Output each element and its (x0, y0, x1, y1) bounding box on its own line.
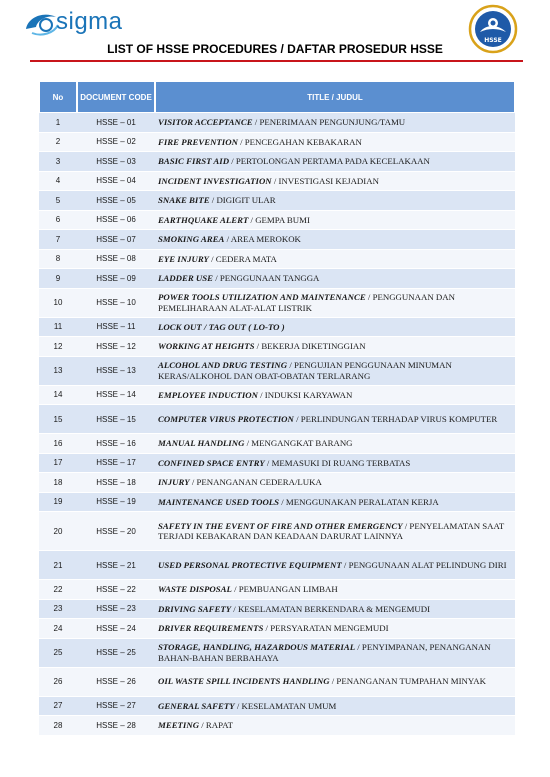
procedure-title-english: MEETING (158, 720, 200, 730)
title-separator: / (402, 520, 410, 531)
document-code: HSSE – 02 (77, 133, 155, 153)
procedure-title-english: WORKING AT HEIGHTS (158, 341, 255, 351)
document-code: HSSE – 22 (77, 580, 155, 600)
row-number: 19 (39, 493, 77, 513)
document-code: HSSE – 09 (77, 269, 155, 289)
table-row (39, 716, 515, 736)
procedure-title (155, 386, 515, 406)
row-number: 15 (39, 405, 77, 434)
procedure-title-indonesian: PENYELAMATAN SAAT TERJADI KEBAKARAN DAN KEADAAN DARURAT LAINNYA (158, 520, 505, 541)
title-separator: / (231, 584, 239, 594)
row-number: 12 (39, 337, 77, 357)
title-separator: / (237, 136, 245, 147)
title-separator: / (234, 700, 242, 711)
procedure-title-indonesian: KESELAMATAN BERKENDARA & MENGEMUDI (237, 603, 431, 614)
title-separator: / (209, 195, 217, 205)
row-number: 24 (39, 619, 77, 639)
document-code: HSSE – 10 (77, 289, 155, 318)
row-number: 28 (39, 716, 77, 736)
document-code: HSSE – 07 (77, 230, 155, 250)
table-row (39, 289, 515, 318)
row-number: 21 (39, 551, 77, 580)
procedure-title-english: DRIVER REQUIREMENTS (158, 623, 264, 633)
title-separator: / (199, 720, 206, 730)
column-header-no: No (39, 81, 77, 113)
document-code: HSSE – 16 (77, 434, 155, 454)
procedure-title-english: LOCK OUT / TAG OUT ( LO-TO ) (158, 321, 285, 332)
brand-logo-text: sigma (56, 8, 123, 35)
title-separator: / (254, 341, 262, 351)
document-code: HSSE – 28 (77, 716, 155, 736)
title-separator: / (341, 559, 349, 570)
procedure-title (155, 172, 515, 192)
procedure-title-english: USED PERSONAL PROTECTIVE EQUIPMENT (158, 559, 342, 570)
table-header-row (39, 81, 515, 113)
procedure-title-indonesian: INVESTIGASI KEJADIAN (278, 175, 379, 186)
procedure-title-english: INJURY (158, 477, 190, 487)
procedure-title (155, 318, 515, 338)
procedure-title-indonesian: PERLINDUNGAN TERHADAP VIRUS KOMPUTER (300, 413, 498, 424)
table-row (39, 639, 515, 668)
procedure-title-indonesian: PENGGUNAAN ALAT PELINDUNG DIRI (348, 559, 507, 570)
table-row (39, 318, 515, 338)
procedure-title-english: CONFINED SPACE ENTRY (158, 457, 265, 468)
title-separator: / (224, 234, 231, 244)
title-separator: / (244, 438, 252, 448)
procedure-title-indonesian: PENCEGAHAN KEBAKARAN (244, 136, 362, 147)
procedure-title-english: DRIVING SAFETY (158, 603, 232, 614)
document-code: HSSE – 25 (77, 639, 155, 668)
procedure-title-indonesian: GEMPA BUMI (255, 214, 310, 225)
document-code: HSSE – 19 (77, 493, 155, 513)
document-code: HSSE – 15 (77, 405, 155, 434)
procedure-title-english: EYE INJURY (158, 253, 209, 264)
table-row (39, 357, 515, 386)
procedure-title (155, 551, 515, 580)
procedure-title-english: INCIDENT INVESTIGATION (158, 175, 272, 186)
table-row (39, 172, 515, 192)
document-code: HSSE – 08 (77, 250, 155, 270)
procedure-title (155, 405, 515, 434)
table-row (39, 405, 515, 434)
title-separator: / (208, 253, 216, 264)
table-row (39, 191, 515, 211)
procedure-title-indonesian: BEKERJA DIKETINGGIAN (261, 341, 366, 351)
document-code: HSSE – 12 (77, 337, 155, 357)
document-code: HSSE – 21 (77, 551, 155, 580)
header-divider (30, 60, 523, 62)
table-row (39, 668, 515, 697)
procedure-title (155, 152, 515, 172)
procedure-title (155, 434, 515, 454)
table-row (39, 493, 515, 513)
procedure-title (155, 493, 515, 513)
procedure-title-english: SNAKE BITE (158, 195, 210, 205)
row-number: 18 (39, 473, 77, 493)
table-row (39, 697, 515, 717)
procedure-title (155, 639, 515, 668)
procedure-title-indonesian: INDUKSI KARYAWAN (264, 389, 353, 400)
table-row (39, 133, 515, 153)
table-body (39, 113, 515, 736)
procedure-title-english: MANUAL HANDLING (158, 438, 245, 448)
title-separator: / (231, 603, 238, 614)
document-title: LIST OF HSSE PROCEDURES / DAFTAR PROSEDUR HSSE (107, 42, 443, 56)
title-separator: / (271, 175, 279, 186)
procedure-title (155, 357, 515, 386)
title-separator: / (279, 496, 286, 507)
row-number: 2 (39, 133, 77, 153)
procedure-title (155, 250, 515, 270)
row-number: 6 (39, 211, 77, 231)
table-row (39, 434, 515, 454)
procedure-title (155, 230, 515, 250)
table-row (39, 454, 515, 474)
document-code: HSSE – 04 (77, 172, 155, 192)
procedure-title-english: FIRE PREVENTION (158, 136, 238, 147)
title-separator: / (329, 676, 337, 687)
page-header (0, 0, 550, 68)
procedure-title-indonesian: KESELAMATAN UMUM (241, 700, 337, 711)
procedure-title-indonesian: RAPAT (205, 720, 233, 730)
document-code: HSSE – 26 (77, 668, 155, 697)
column-header-title: TITLE / JUDUL (155, 81, 515, 113)
procedure-title-english: SMOKING AREA (158, 234, 225, 244)
row-number: 9 (39, 269, 77, 289)
procedure-title-english: SAFETY IN THE EVENT OF FIRE AND OTHER EMERGENCY (158, 520, 403, 531)
table-row (39, 619, 515, 639)
procedure-title-indonesian: AREA MEROKOK (230, 234, 301, 244)
document-code: HSSE – 06 (77, 211, 155, 231)
procedure-title-indonesian: PENGGUNAAN TANGGA (219, 273, 320, 283)
procedure-title-english: EARTHQUAKE ALERT (158, 214, 249, 225)
document-code: HSSE – 18 (77, 473, 155, 493)
procedure-title-english: COMPUTER VIRUS PROTECTION (158, 413, 294, 424)
procedure-title (155, 668, 515, 697)
title-separator: / (264, 457, 272, 468)
row-number: 22 (39, 580, 77, 600)
document-code: HSSE – 13 (77, 357, 155, 386)
document-code: HSSE – 27 (77, 697, 155, 717)
procedure-title-english: POWER TOOLS UTILIZATION AND MAINTENANCE (158, 292, 366, 302)
title-separator: / (355, 642, 362, 652)
procedure-title-indonesian: MENGANGKAT BARANG (251, 438, 353, 448)
procedure-title (155, 716, 515, 736)
procedures-table (39, 81, 515, 736)
row-number: 16 (39, 434, 77, 454)
procedure-title-indonesian: PENANGANAN TUMPAHAN MINYAK (336, 676, 486, 687)
title-separator: / (257, 389, 265, 400)
procedure-title (155, 269, 515, 289)
procedure-title-english: GENERAL SAFETY (158, 700, 235, 711)
procedure-title-indonesian: MEMASUKI DI RUANG TERBATAS (271, 457, 411, 468)
document-code: HSSE – 01 (77, 113, 155, 133)
row-number: 17 (39, 454, 77, 474)
table-row (39, 250, 515, 270)
procedure-title-indonesian: PENANGANAN CEDERA/LUKA (196, 477, 322, 487)
procedure-title (155, 289, 515, 318)
procedure-title (155, 113, 515, 133)
table-row (39, 386, 515, 406)
procedure-title-english: WASTE DISPOSAL (158, 584, 232, 594)
document-code: HSSE – 24 (77, 619, 155, 639)
document-code: HSSE – 17 (77, 454, 155, 474)
row-number: 1 (39, 113, 77, 133)
procedure-title (155, 619, 515, 639)
document-code: HSSE – 14 (77, 386, 155, 406)
procedure-title-indonesian: MENGGUNAKAN PERALATAN KERJA (285, 496, 439, 507)
row-number: 11 (39, 318, 77, 338)
procedure-title-indonesian: PERSYARATAN MENGEMUDI (270, 623, 389, 633)
procedure-title-english: LADDER USE (158, 273, 213, 283)
procedure-title (155, 600, 515, 620)
procedure-title-indonesian: PEMBUANGAN LIMBAH (238, 584, 338, 594)
row-number: 27 (39, 697, 77, 717)
row-number: 8 (39, 250, 77, 270)
column-header-document-code: DOCUMENT CODE (77, 81, 155, 113)
row-number: 7 (39, 230, 77, 250)
table-row (39, 337, 515, 357)
title-separator: / (293, 413, 301, 424)
procedure-title-indonesian: PENYIMPANAN, PENANGANAN BAHAN-BAHAN BERBAHAYA (158, 642, 491, 663)
row-number: 20 (39, 512, 77, 551)
procedure-title (155, 580, 515, 600)
procedure-title-english: STORAGE, HANDLING, HAZARDOUS MATERIAL (158, 642, 356, 652)
procedure-title (155, 697, 515, 717)
title-separator: / (248, 214, 256, 225)
procedure-title (155, 133, 515, 153)
row-number: 13 (39, 357, 77, 386)
row-number: 4 (39, 172, 77, 192)
procedure-title-indonesian: PERTOLONGAN PERTAMA PADA KECELAKAAN (235, 156, 430, 166)
row-number: 26 (39, 668, 77, 697)
row-number: 23 (39, 600, 77, 620)
table-row (39, 269, 515, 289)
procedure-title-indonesian: PENGGUNAAN DAN PEMELIHARAAN ALAT-ALAT LISTRIK (158, 292, 455, 313)
title-separator: / (252, 117, 260, 127)
title-separator: / (189, 477, 197, 487)
procedure-title-indonesian: PENERIMAAN PENGUNJUNG/TAMU (259, 117, 406, 127)
procedure-title-english: EMPLOYEE INDUCTION (158, 389, 258, 400)
document-code: HSSE – 23 (77, 600, 155, 620)
title-separator: / (263, 623, 271, 633)
table-row (39, 580, 515, 600)
procedure-title (155, 191, 515, 211)
table-row (39, 230, 515, 250)
table-row (39, 512, 515, 551)
procedure-title (155, 211, 515, 231)
row-number: 25 (39, 639, 77, 668)
procedure-title-indonesian: CEDERA MATA (215, 253, 277, 264)
procedure-title-english: VISITOR ACCEPTANCE (158, 117, 253, 127)
table-row (39, 152, 515, 172)
procedure-title-english: BASIC FIRST AID (158, 156, 230, 166)
document-code: HSSE – 05 (77, 191, 155, 211)
title-separator: / (365, 292, 373, 302)
procedure-title (155, 512, 515, 551)
procedure-title (155, 337, 515, 357)
row-number: 10 (39, 289, 77, 318)
table-row (39, 113, 515, 133)
procedure-title-indonesian: PENGUJIAN PENGGUNAAN MINUMAN KERAS/ALKOHOL DAN OBAT-OBATAN TERLARANG (158, 360, 452, 381)
table-row (39, 473, 515, 493)
document-code: HSSE – 11 (77, 318, 155, 338)
table-row (39, 600, 515, 620)
hsse-emblem-label: HSSE (484, 37, 502, 44)
procedure-title (155, 473, 515, 493)
procedure-title-english: OIL WASTE SPILL INCIDENTS HANDLING (158, 676, 330, 687)
procedure-title-indonesian: DIGIGIT ULAR (216, 195, 276, 205)
document-code: HSSE – 03 (77, 152, 155, 172)
table-row (39, 551, 515, 580)
row-number: 5 (39, 191, 77, 211)
row-number: 14 (39, 386, 77, 406)
title-separator: / (287, 360, 294, 370)
title-separator: / (229, 156, 236, 166)
document-code: HSSE – 20 (77, 512, 155, 551)
title-separator: / (213, 273, 220, 283)
row-number: 3 (39, 152, 77, 172)
procedure-title-english: ALCOHOL AND DRUG TESTING (158, 360, 288, 370)
table-row (39, 211, 515, 231)
procedure-title (155, 454, 515, 474)
procedure-title-english: MAINTENANCE USED TOOLS (158, 496, 280, 507)
